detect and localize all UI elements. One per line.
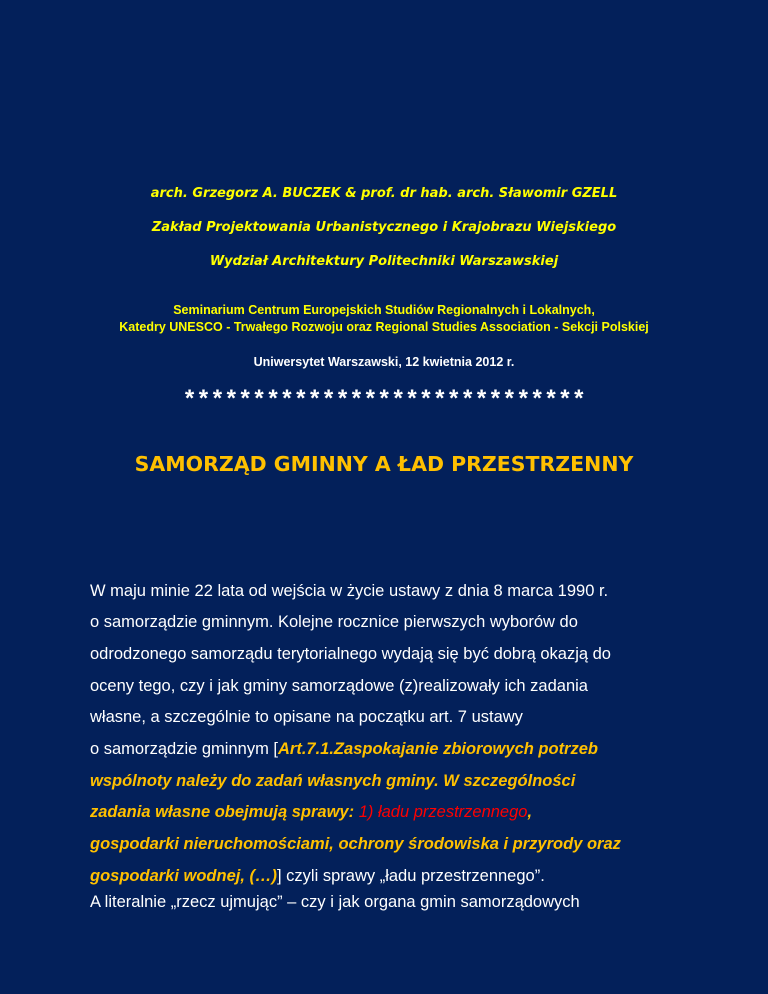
body-line-10-plain: ] czyli sprawy „ładu przestrzennego”. — [277, 867, 545, 885]
statute-quote-end: gospodarki wodnej, (…) — [90, 867, 278, 885]
body-line-2: o samorządzie gminnym. Kolejne rocznice pierwszych wyborów do — [90, 613, 578, 631]
body-line-1: W maju minie 22 lata od wejścia w życie ustawy z dnia 8 marca 1990 r. — [90, 582, 609, 600]
body-line-3: odrodzonego samorządu terytorialnego wydają się być dobrą okazją do — [90, 645, 611, 663]
statute-quote-start: Art.7.1.Zaspokajanie zbiorowych potrzeb — [278, 740, 598, 758]
seminar-line-1: Seminarium Centrum Europejskich Studiów Regionalnych i Lokalnych, — [173, 303, 595, 317]
body-line-5: własne, a szczególnie to opisane na początku art. 7 ustawy — [90, 708, 523, 726]
statute-quote-cont: zadania własne obejmują sprawy: — [90, 803, 359, 821]
seminar-line-2: Katedry UNESCO - Trwałego Rozwoju oraz Regional Studies Association - Sekcji Polskiej — [119, 320, 649, 334]
body-line-6 — [90, 740, 598, 759]
quote-comma: , — [527, 803, 533, 821]
body-line-9-quote: gospodarki nieruchomościami, ochrony środowiska i przyrody oraz — [90, 835, 621, 853]
department-line: Zakład Projektowania Urbanistycznego i Krajobrazu Wiejskiego — [151, 220, 617, 235]
body-line-4: oceny tego, czy i jak gminy samorządowe (z)realizowały ich zadania — [90, 677, 588, 695]
authors-line: arch. Grzegorz A. BUCZEK & prof. dr hab. arch. Sławomir GZELL — [150, 186, 618, 201]
body-line-11: A literalnie „rzecz ujmując” – czy i jak organa gmin samorządowych — [90, 893, 580, 911]
body-line-10 — [90, 867, 545, 886]
body-line-6-plain: o samorządzie gminnym [ — [90, 740, 278, 758]
document-title: SAMORZĄD GMINNY A ŁAD PRZESTRZENNY — [134, 452, 634, 476]
asterisk-separator: ***************************** — [182, 388, 586, 415]
faculty-line: Wydział Architektury Politechniki Warszawskiej — [209, 254, 559, 269]
venue-date-line: Uniwersytet Warszawski, 12 kwietnia 2012 r. — [253, 355, 515, 369]
body-line-8 — [90, 803, 532, 822]
body-line-7-quote: wspólnoty należy do zadań własnych gminy. W szczególności — [90, 772, 576, 790]
highlighted-phrase: 1) ładu przestrzennego — [358, 803, 528, 821]
